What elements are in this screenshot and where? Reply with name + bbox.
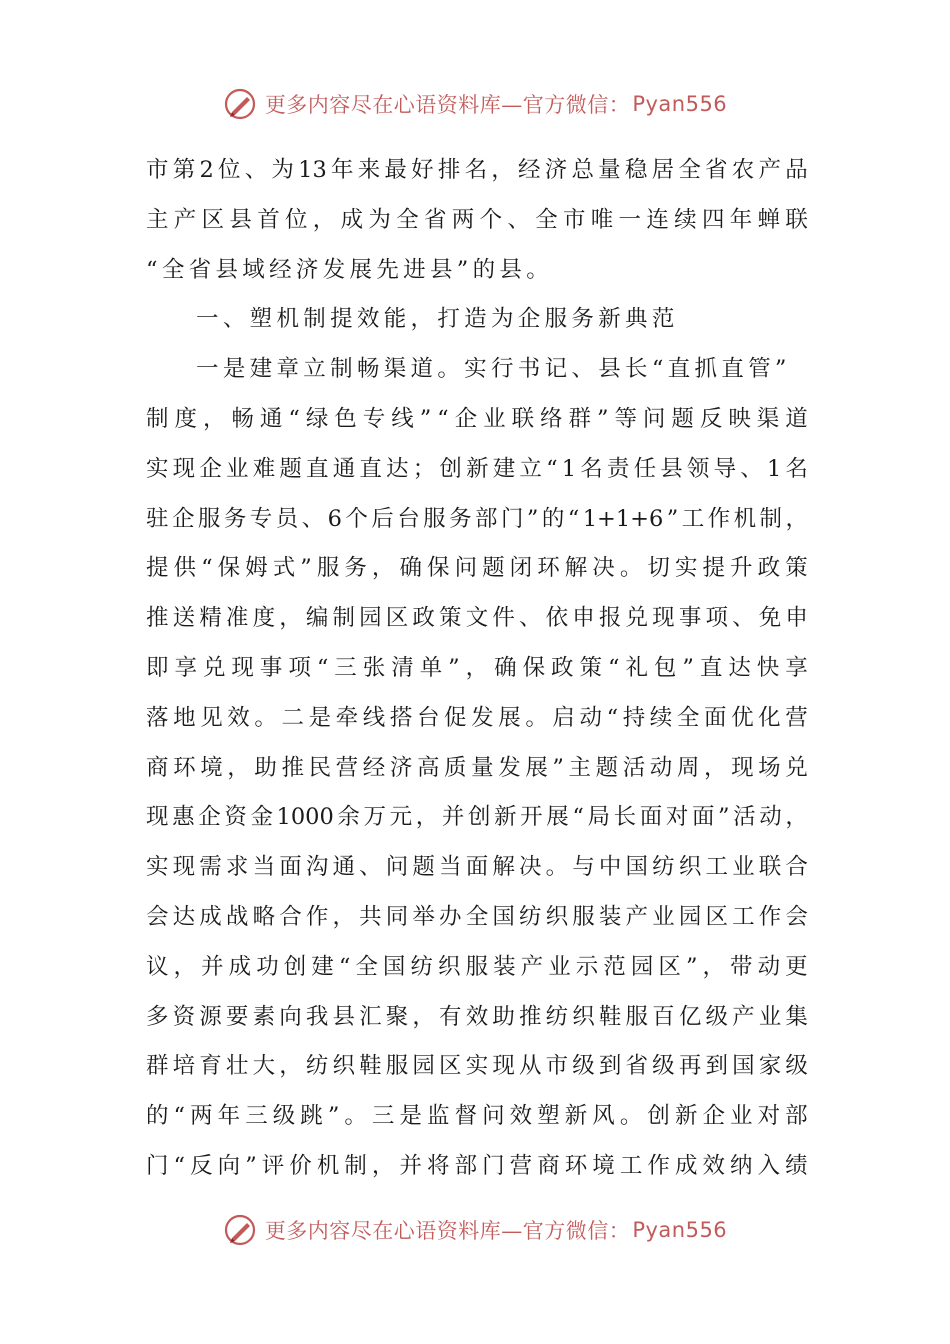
watermark-wechat-id: Pyan556: [632, 1218, 728, 1242]
document-body: [146, 146, 808, 1192]
watermark-text: 更多内容尽在心语资料库—官方微信：: [264, 93, 631, 117]
text-line: 落 地 见 效 。 二 是 牵 线 搭 台 促 发 展 。 启 动 “ 持 续 全 面 优 化 营: [146, 704, 808, 731]
text-line: 提 供 “ 保 姆 式 ” 服 务 ， 确 保 问 题 闭 环 解 决 。 切 实 提 升 政 策: [146, 555, 808, 582]
text-line: 门 “ 反 向 ” 评 价 机 制 ， 并 将 部 门 营 商 环 境 工 作 成 效 纳 入 绩: [146, 1152, 808, 1179]
text-line: 多 资 源 要 素 向 我 县 汇 聚 ， 有 效 助 推 纺 织 鞋 服 百 亿 级 产 业 集: [146, 1003, 808, 1030]
text-line: 推 送 精 准 度 ， 编 制 园 区 政 策 文 件 、 依 申 报 兑 现 事 项 、 免 申: [146, 605, 808, 632]
text-line: 即 享 兑 现 事 项 “ 三 张 清 单 ” ， 确 保 政 策 “ 礼 包 ” 直 达 快 享: [146, 654, 808, 681]
text-line: 主 产 区 县 首 位 ， 成 为 全 省 两 个 、 全 市 唯 一 连 续 四 年 蝉 联: [146, 206, 808, 233]
text-line: 的 “ 两 年 三 级 跳 ” 。 三 是 监 督 问 效 塑 新 风 。 创 新 企 业 对 部: [146, 1103, 808, 1130]
pen-logo-icon: [223, 87, 257, 121]
text-line: 现 惠 企 资 金 1000 余 万 元 ， 并 创 新 开 展 “ 局 长 面 对 面 ” 活 动 ，: [146, 804, 808, 831]
text-line: 群 培 育 壮 大 ， 纺 织 鞋 服 园 区 实 现 从 市 级 到 省 级 再 到 国 家 级: [146, 1053, 808, 1080]
footer-watermark: [0, 1210, 950, 1250]
text-line: 制 度 ， 畅 通 “ 绿 色 专 线 ” “ 企 业 联 络 群 ” 等 问 题 反 映 渠 道: [146, 405, 808, 432]
text-line: 议 ， 并 成 功 创 建 “ 全 国 纺 织 服 装 产 业 示 范 园 区 ” ， 带 动 更: [146, 953, 808, 980]
watermark-wechat-id: Pyan556: [632, 92, 728, 116]
section-heading: 一 、 塑 机 制 提 效 能 ， 打 造 为 企 服 务 新 典 范: [196, 306, 675, 333]
text-line: 一 是 建 章 立 制 畅 渠 道 。 实 行 书 记 、 县 长 “ 直 抓 直 管 ”: [196, 356, 787, 383]
text-line: 驻 企 服 务 专 员 、 6 个 后 台 服 务 部 门 ” 的 “ 1+1+6 ” 工 作 机 制 ，: [146, 505, 808, 532]
text-line: 商 环 境 ， 助 推 民 营 经 济 高 质 量 发 展 ” 主 题 活 动 周 ， 现 场 兑: [146, 754, 808, 781]
text-line: 实 现 需 求 当 面 沟 通 、 问 题 当 面 解 决 。 与 中 国 纺 织 工 业 联 合: [146, 854, 808, 881]
text-line: 实 现 企 业 难 题 直 通 直 达 ； 创 新 建 立 “ 1 名 责 任 县 领 导 、 1 名: [146, 455, 808, 482]
pen-logo-icon: [223, 1213, 257, 1247]
text-line: 市 第 2 位 、 为 13 年 来 最 好 排 名 ， 经 济 总 量 稳 居 全 省 农 产 品: [146, 157, 808, 183]
text-line: 会 达 成 战 略 合 作 ， 共 同 举 办 全 国 纺 织 服 装 产 业 园 区 工 作 会: [146, 903, 808, 930]
watermark-text: 更多内容尽在心语资料库—官方微信：: [264, 1219, 631, 1243]
header-watermark: [0, 84, 950, 124]
text-line: “ 全 省 县 域 经 济 发 展 先 进 县 ” 的 县 。: [146, 256, 549, 283]
